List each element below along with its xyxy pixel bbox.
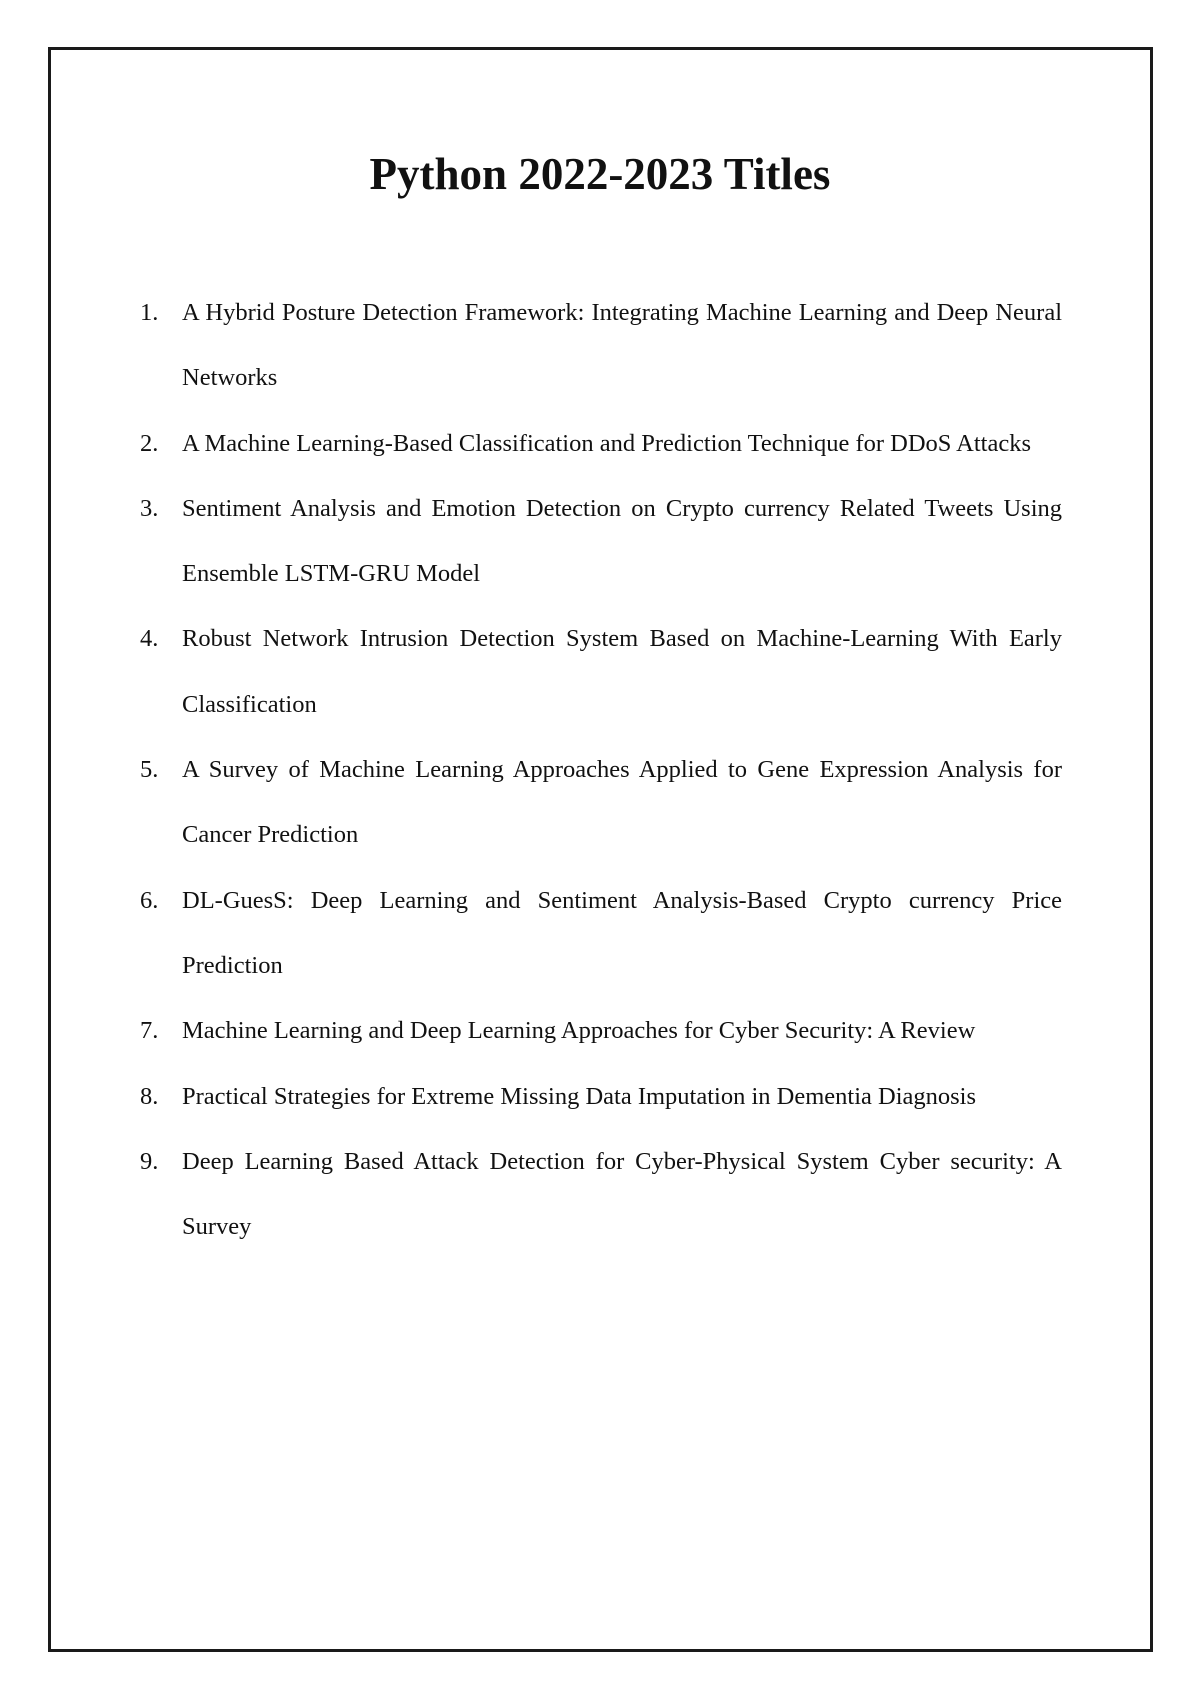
item-text: A Hybrid Posture Detection Framework: Integrating Machine Learning and Deep Neural Networks xyxy=(182,299,1062,392)
list-item xyxy=(140,606,1062,737)
item-text: Deep Learning Based Attack Detection for Cyber-Physical System Cyber security: A Survey xyxy=(182,1147,1062,1241)
item-number: 8. xyxy=(140,1082,159,1110)
list-item xyxy=(140,280,1062,411)
list-item xyxy=(140,868,1062,999)
item-number: 1. xyxy=(140,299,159,326)
item-text: Robust Network Intrusion Detection System Based on Machine-Learning With Early Classification xyxy=(182,625,1062,718)
item-number: 4. xyxy=(140,625,159,653)
list-item xyxy=(140,737,1062,868)
list-item xyxy=(140,411,1062,476)
list-item xyxy=(140,1064,1062,1129)
list-item xyxy=(140,998,1062,1063)
list-item xyxy=(140,1129,1062,1260)
item-number: 9. xyxy=(140,1147,159,1175)
item-text: A Machine Learning-Based Classification and Prediction Technique for DDoS Attacks xyxy=(182,429,1032,457)
item-text: DL-GuesS: Deep Learning and Sentiment Analysis-Based Crypto currency Price Prediction xyxy=(182,886,1062,979)
item-number: 6. xyxy=(140,886,159,914)
item-text: Sentiment Analysis and Emotion Detection on Crypto currency Related Tweets Using Ensemble LSTM-GRU Model xyxy=(182,494,1062,588)
item-number: 5. xyxy=(140,756,159,784)
item-number: 7. xyxy=(140,1017,159,1045)
item-text: A Survey of Machine Learning Approaches Applied to Gene Expression Analysis for Cancer Prediction xyxy=(182,756,1062,849)
list-item xyxy=(140,476,1062,607)
item-text: Practical Strategies for Extreme Missing Data Imputation in Dementia Diagnosis xyxy=(182,1082,977,1110)
title-list xyxy=(140,280,1062,1259)
item-number: 2. xyxy=(140,429,159,457)
item-text: Machine Learning and Deep Learning Approaches for Cyber Security: A Review xyxy=(182,1017,976,1045)
page-title: Python 2022-2023 Titles xyxy=(369,149,831,199)
item-number: 3. xyxy=(140,494,159,522)
